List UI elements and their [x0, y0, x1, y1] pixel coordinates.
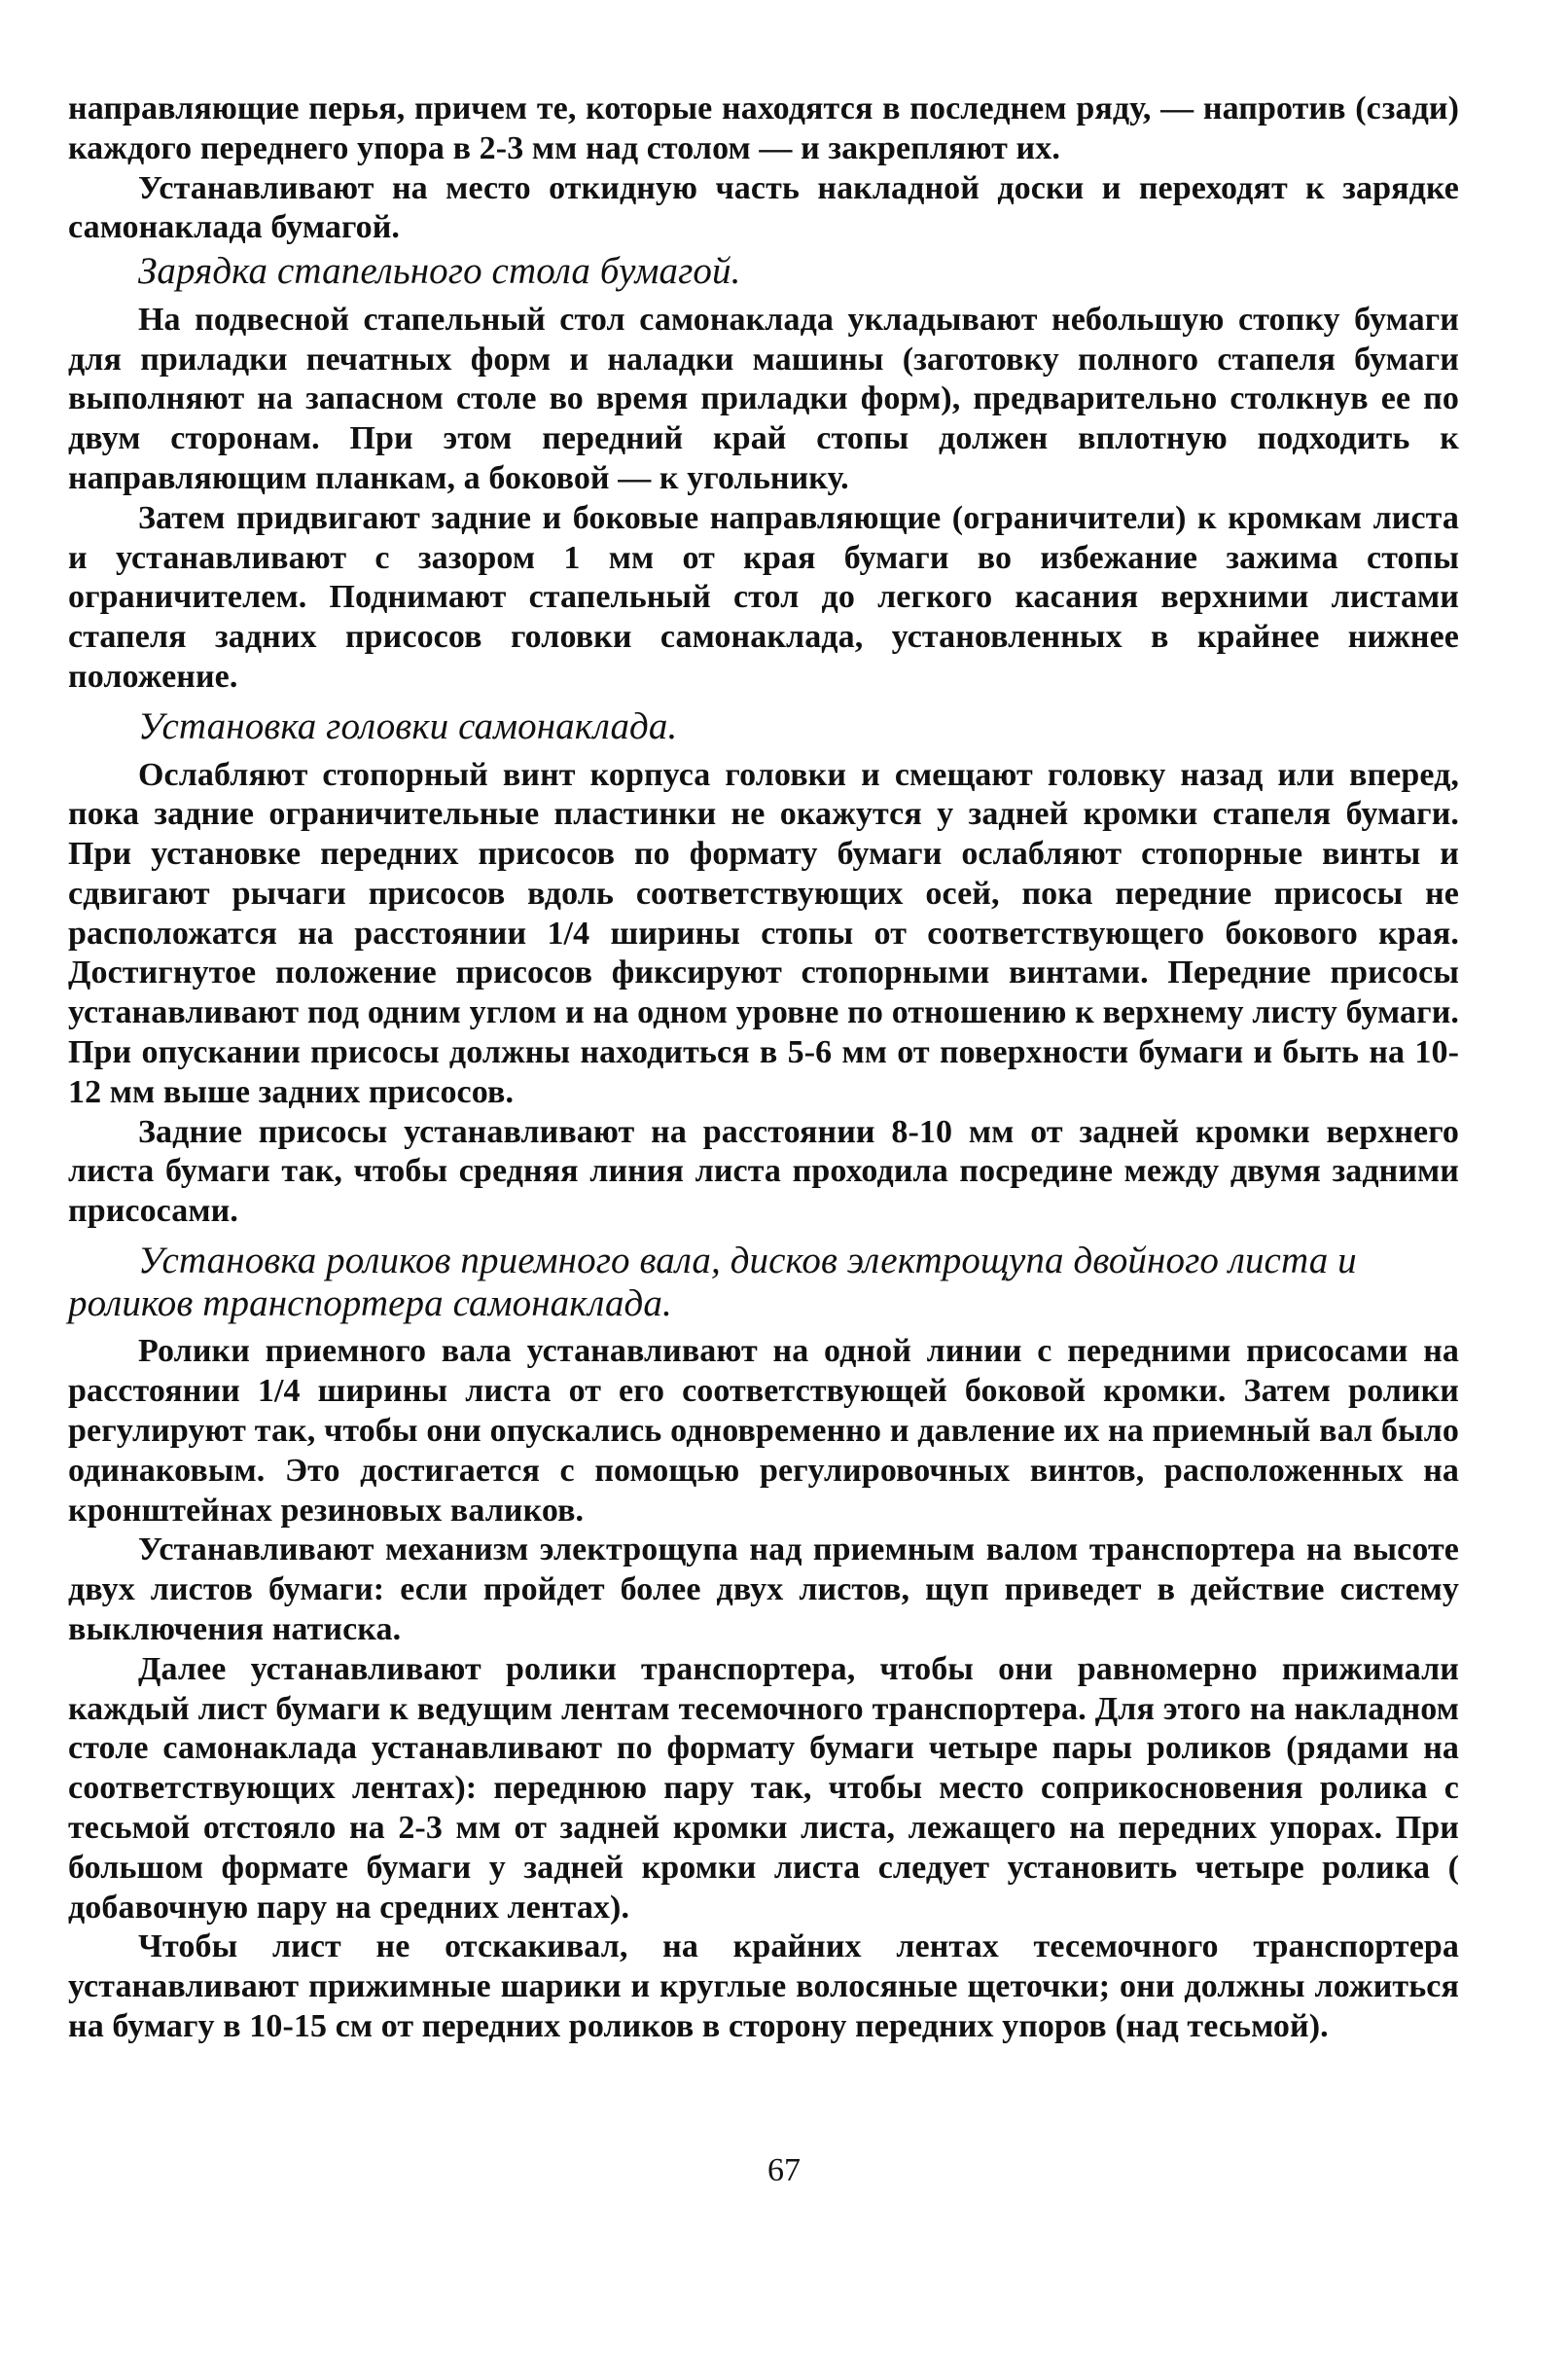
paragraph-continuation: направляющие перья, причем те, которые находятся в последнем ряду, — напротив (сзади) каждого переднего упора в 2-3 мм над столом — и закрепляют их. [68, 90, 1459, 166]
paragraph-transport-rollers: Далее устанавливают ролики транспортера, чтобы они равномерно прижимали каждый лист бумаги к ведущим лентам тесемочного транспортера. Для этого на накладном столе самонаклада устанавливают по формату бумаги четыре пары роликов (рядами на соответствующих лентах): переднюю пару так, чтобы место соприкосновения ролика с тесьмой отстояло на 2-3 мм от задней кромки листа, лежащего на передних упорах. При большом формате бумаги у задней кромки листа следует установить четыре ролика ( добавочную пару на средних лентах). [68, 1650, 1459, 1926]
section-heading-head-setup: Установка головки самонаклада. [138, 704, 678, 747]
section-heading-paper-loading: Зарядка стапельного стола бумагой. [138, 250, 741, 293]
section-heading-rollers: Установка роликов приемного вала, дисков электрощупа двойного листа и роликов транспортера самонаклада. [68, 1240, 1357, 1324]
paragraph-electro-probe: Устанавливают механизм электрощупа над приемным валом транспортера на высоте двух листов бумаги: если пройдет более двух листов, щуп приведет в действие систему выключения натиска. [68, 1531, 1459, 1647]
page-body [68, 90, 1459, 2047]
paragraph-guides: Затем придвигают задние и боковые направляющие (ограничители) к кромкам листа и устанавливают с зазором 1 мм от края бумаги во избежание зажима стопы ограничителем. Поднимают стапельный стол до легкого касания верхними листами стапеля задних присосов головки самонаклада, установленных в крайнее нижнее положение. [68, 499, 1459, 696]
paragraph-board-setup: Устанавливают на место откидную часть накладной доски и переходят к зарядке самонаклада бумагой. [68, 169, 1459, 246]
paragraph-rear-suckers: Задние присосы устанавливают на расстоянии 8-10 мм от задней кромки верхнего листа бумаги так, чтобы средняя линия листа проходила посредине между двумя задними присосами. [68, 1113, 1459, 1230]
paragraph-receiving-rollers: Ролики приемного вала устанавливают на одной линии с передними присосами на расстоянии 1/4 ширины листа от его соответствующей боковой кромки. Затем ролики регулируют так, чтобы они опускались одновременно и давление их на приемный вал было одинаковым. Это достигается с помощью регулировочных винтов, расположенных на кронштейнах резиновых валиков. [68, 1333, 1459, 1529]
paragraph-brushes: Чтобы лист не отскакивал, на крайних лентах тесемочного транспортера устанавливают прижимные шарики и круглые волосяные щеточки; они должны ложиться на бумагу в 10-15 см от передних роликов в сторону передних упоров (над тесьмой). [68, 1928, 1459, 2044]
paragraph-head-adjust: Ослабляют стопорный винт корпуса головки и смещают головку назад или вперед, пока задние ограничительные пластинки не окажутся у задней кромки стапеля бумаги. При установке передних присосов по формату бумаги ослабляют стопорные винты и сдвигают рычаги присосов вдоль соответствующих осей, пока передние присосы не расположатся на расстоянии 1/4 ширины стопы от соответствующего бокового края. Достигнутое положение присосов фиксируют стопорными винтами. Передние присосы устанавливают под одним углом и на одном уровне по отношению к верхнему листу бумаги. При опускании присосы должны находиться в 5-6 мм от поверхности бумаги и быть на 10-12 мм выше задних присосов. [68, 756, 1459, 1110]
paragraph-paper-stack: На подвесной стапельный стол самонаклада укладывают небольшую стопку бумаги для приладки печатных форм и наладки машины (заготовку полного стапеля бумаги выполняют на запасном столе во время приладки форм), предварительно столкнув ее по двум сторонам. При этом передний край стопы должен вплотную подходить к направляющим планкам, а боковой — к угольнику. [68, 301, 1459, 497]
page-number: 67 [767, 2152, 801, 2188]
